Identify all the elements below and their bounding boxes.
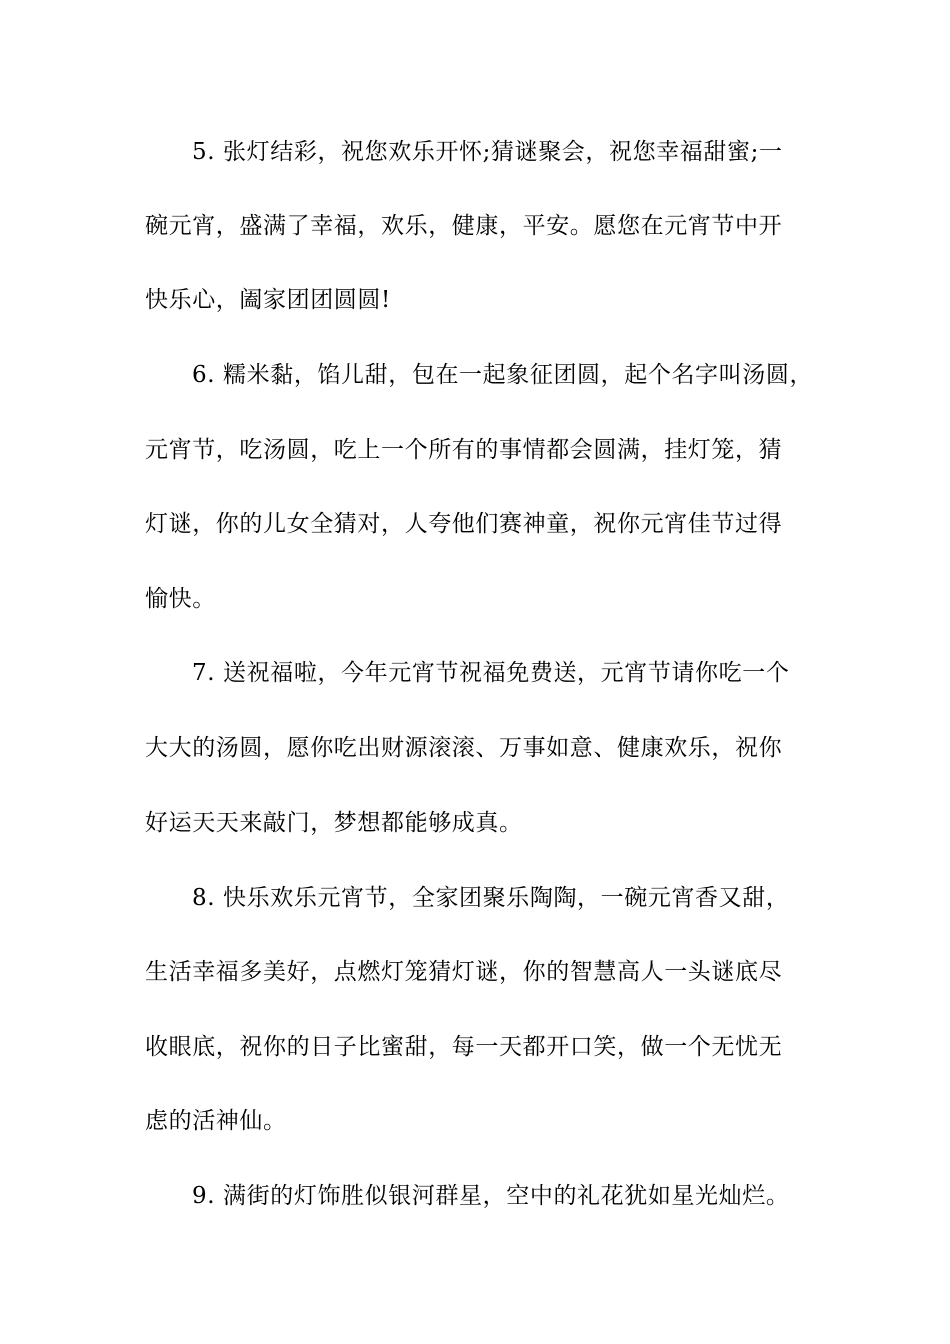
paragraph-line: 生活幸福多美好，点燃灯笼猜灯谜，你的智慧高人一头谜底尽 xyxy=(145,959,783,985)
paragraph-line: 虑的活神仙。 xyxy=(145,1108,287,1134)
paragraph-line: 收眼底，祝你的日子比蜜甜，每一天都开口笑，做一个无忧无 xyxy=(145,1034,783,1060)
paragraph-line: 好运天天来敲门，梦想都能够成真。 xyxy=(145,810,523,836)
paragraph-line: 愉快。 xyxy=(145,586,216,612)
paragraph-line: 6. 糯米黏，馅儿甜，包在一起象征团圆，起个名字叫汤圆， xyxy=(192,362,814,388)
paragraph-line: 快乐心，阖家团团圆圆! xyxy=(145,287,391,313)
paragraph-line: 5. 张灯结彩，祝您欢乐开怀;猜谜聚会，祝您幸福甜蜜;一 xyxy=(192,139,783,165)
paragraph-line: 元宵节，吃汤圆，吃上一个所有的事情都会圆满，挂灯笼，猜 xyxy=(145,437,783,463)
paragraph-line: 灯谜，你的儿女全猜对，人夸他们赛神童，祝你元宵佳节过得 xyxy=(145,511,783,537)
paragraph-line: 7. 送祝福啦，今年元宵节祝福免费送，元宵节请你吃一个 xyxy=(192,660,790,686)
paragraph-line: 8. 快乐欢乐元宵节，全家团聚乐陶陶，一碗元宵香又甜， xyxy=(192,885,790,911)
paragraph-line: 9. 满街的灯饰胜似银河群星，空中的礼花犹如星光灿烂。 xyxy=(192,1183,790,1209)
paragraph-line: 大大的汤圆，愿你吃出财源滚滚、万事如意、健康欢乐，祝你 xyxy=(145,735,783,761)
paragraph-line: 碗元宵，盛满了幸福，欢乐，健康，平安。愿您在元宵节中开 xyxy=(145,213,783,239)
